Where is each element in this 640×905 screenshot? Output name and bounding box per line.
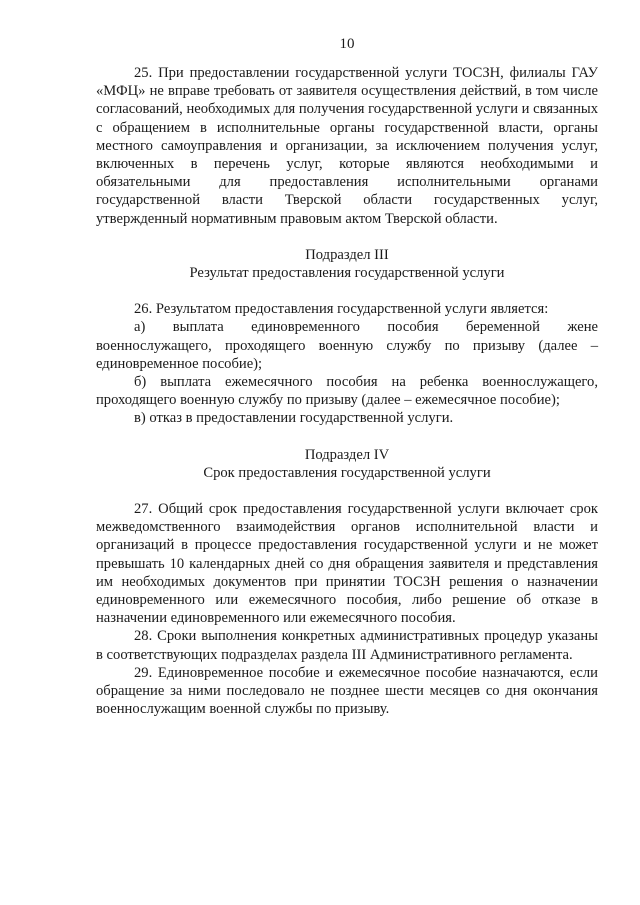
subsection-4-name: Срок предоставления государственной услуги	[203, 464, 491, 481]
paragraph-26b: б) выплата ежемесячного пособия на ребенка военнослужащего, проходящего военную службу по призыву (далее – ежемесячное пособие);	[96, 374, 598, 409]
paragraph-28: 28. Сроки выполнения конкретных административных процедур указаны в соответствующих подразделах раздела III Административного регламента.	[96, 628, 598, 663]
subsection-4-title: Подраздел IV	[304, 446, 390, 463]
page-number: 10	[339, 36, 355, 52]
spacer	[96, 428, 598, 446]
paragraph-26c: в) отказ в предоставлении государственной услуги.	[134, 410, 454, 427]
spacer	[96, 282, 598, 300]
subsection-3-title: Подраздел III	[305, 246, 389, 263]
paragraph-27: 27. Общий срок предоставления государственной услуги включает срок межведомственного взаимодействия органов исполнительной власти и организаций в процессе предоставления государственной услуги и не может превышать 10 календарных дней со дня обращения заявителя и представления им необходимых документов при принятии ТОСЗН решения о назначении единовременного или ежемесячного пособия, либо решение об отказе в назначении единовременного или ежемесячного пособия.	[96, 501, 598, 627]
spacer	[96, 228, 598, 246]
paragraph-26a: а) выплата единовременного пособия беременной жене военнослужащего, проходящего военную службу по призыву (далее – единовременное пособие);	[96, 319, 598, 372]
subsection-3-name: Результат предоставления государственной услуги	[189, 265, 505, 282]
document-page	[96, 30, 598, 719]
spacer	[96, 482, 598, 500]
paragraph-29: 29. Единовременное пособие и ежемесячное пособие назначаются, если обращение за ними последовало не позднее шести месяцев со дня окончания военнослужащим военной службы по призыву.	[96, 664, 598, 718]
paragraph-26: 26. Результатом предоставления государственной услуги является:	[134, 301, 549, 318]
paragraph-25: 25. При предоставлении государственной услуги ТОСЗН, филиалы ГАУ «МФЦ» не вправе требовать от заявителя осуществления действий, в том числе согласований, необходимых для получения государственной услуги и связанных с обращением в исполнительные органы государственной власти, органы местного самоуправления и организации, за исключением получения услуг, включенных в перечень услуг, которые являются необходимыми и обязательными для предоставления исполнительными органами государственной власти Тверской области государственных услуг, утвержденный нормативным правовым актом Тверской области.	[96, 65, 598, 227]
